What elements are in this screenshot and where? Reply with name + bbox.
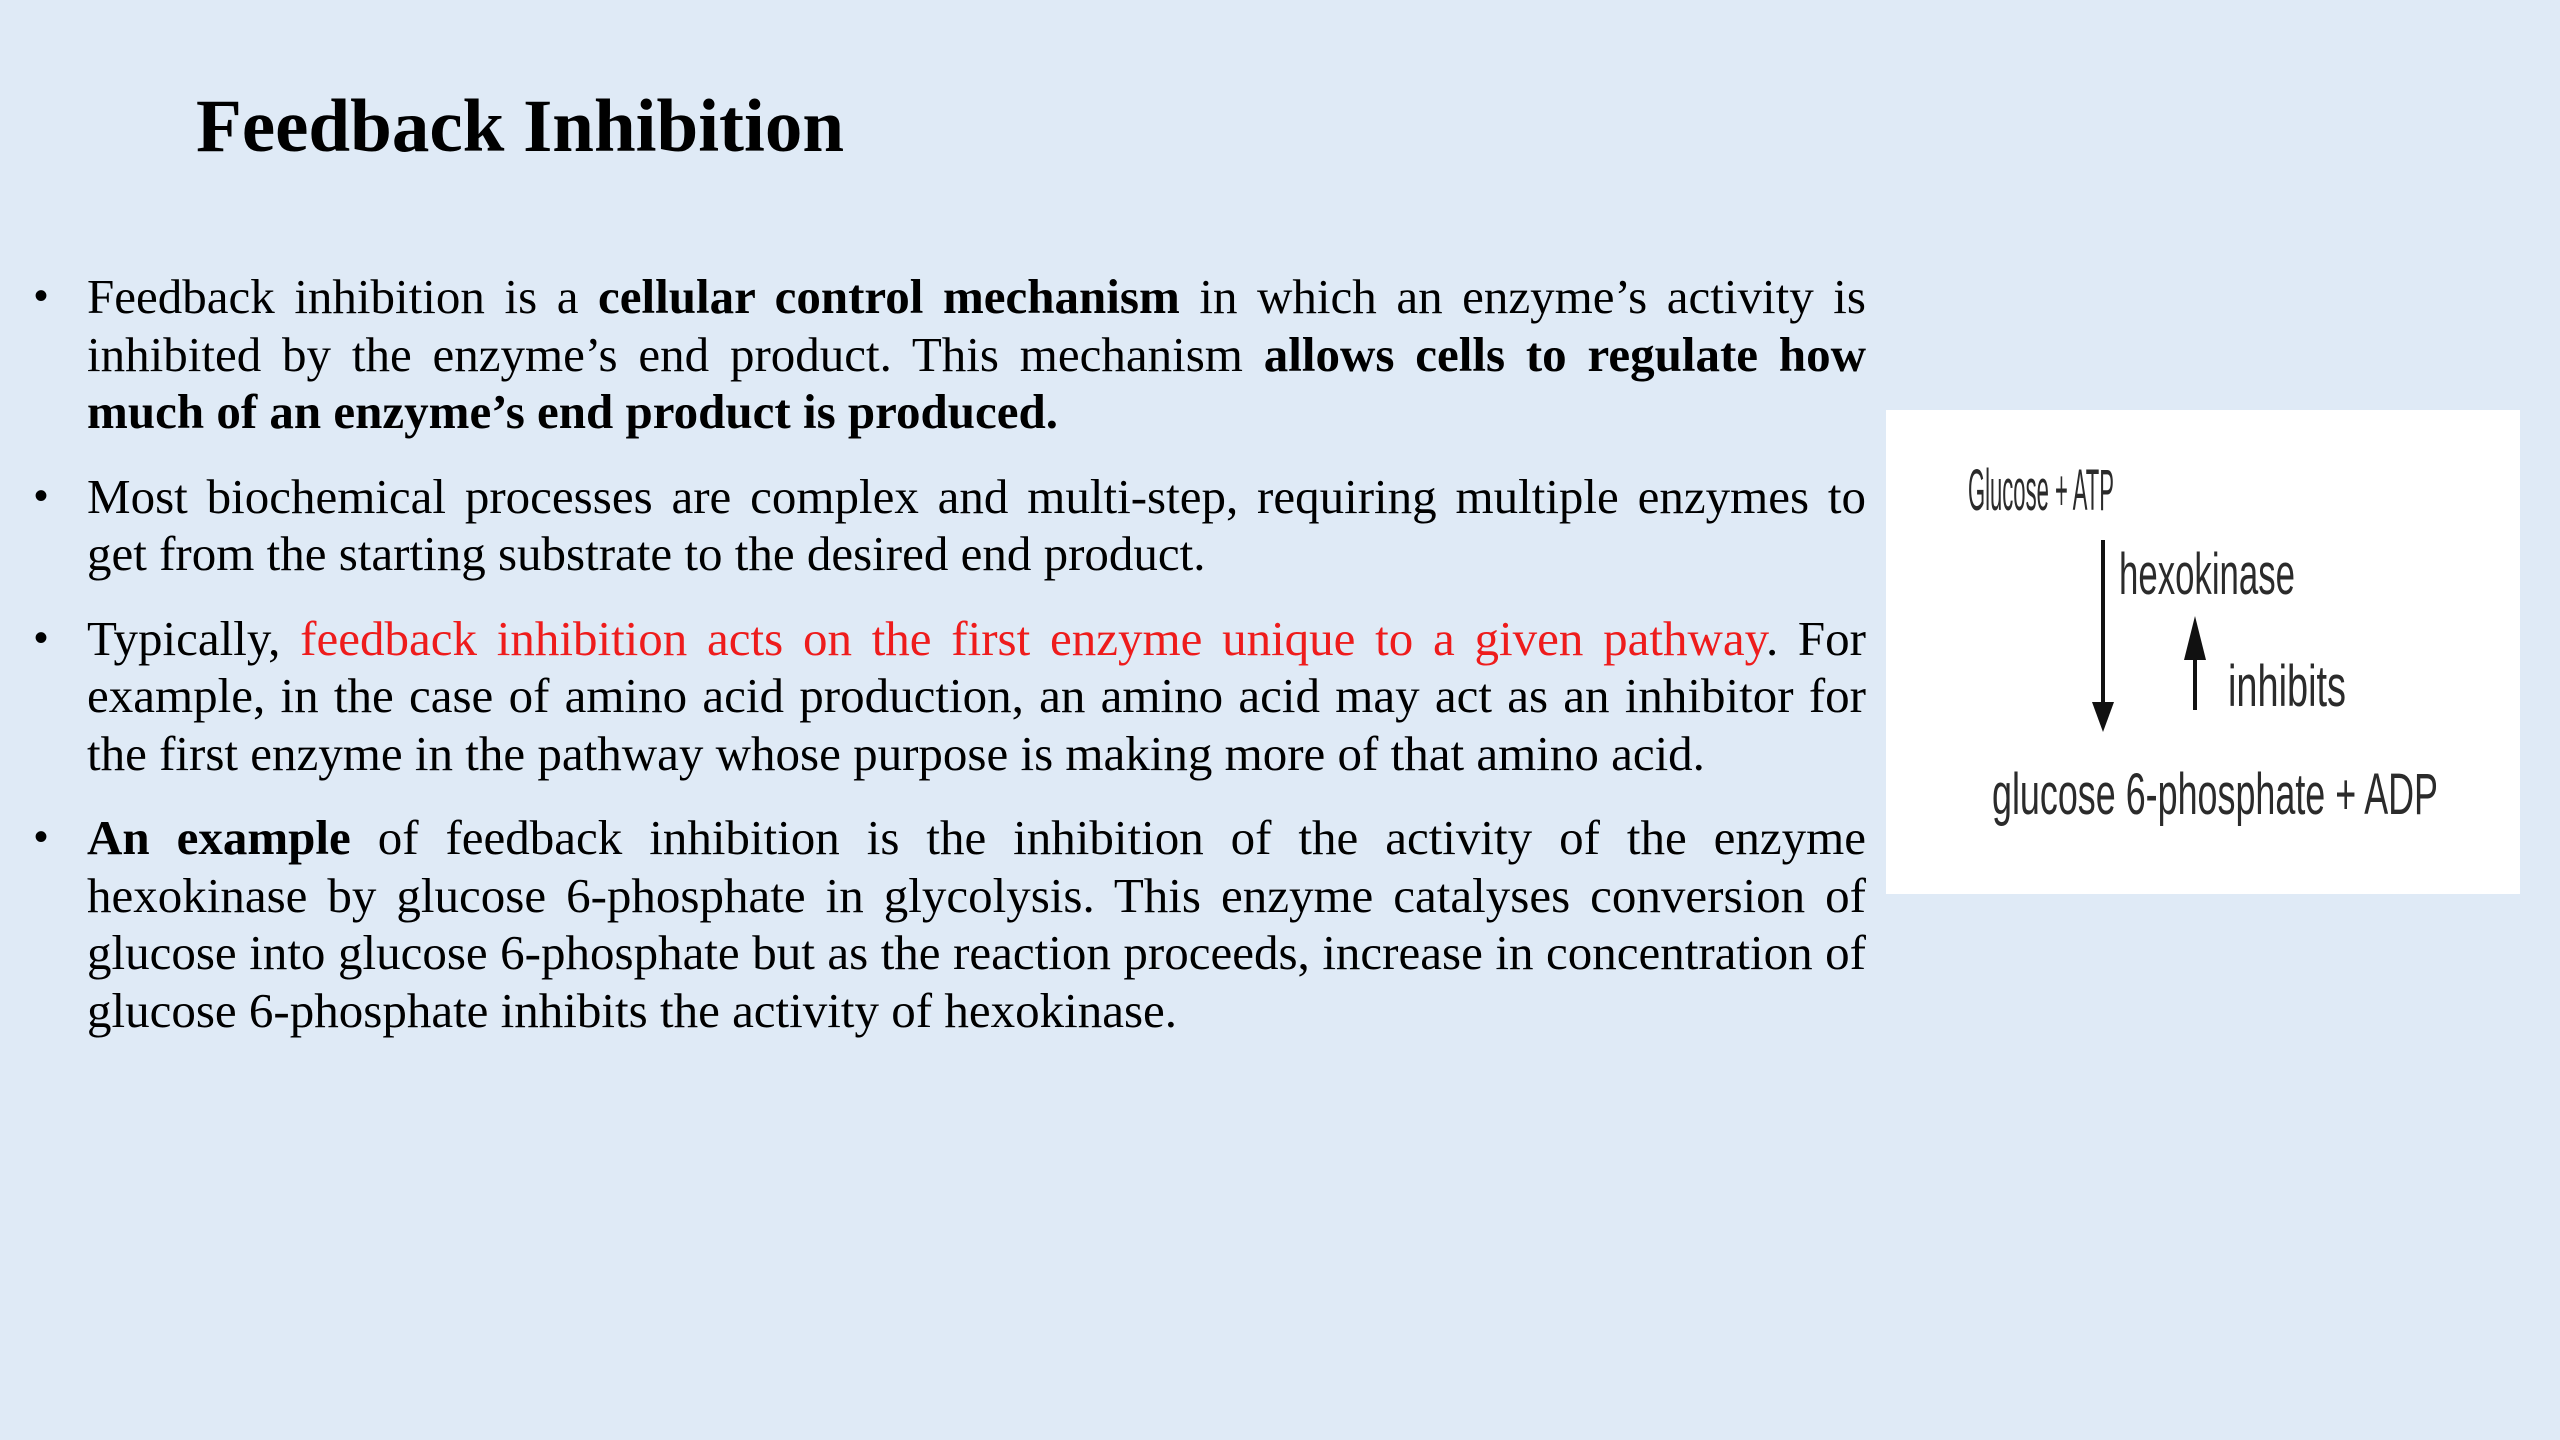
bullet-text-bold: cellular control mechanism [598, 269, 1180, 324]
bullet-text-segment: Most biochemical processes are complex and multi-step, requiring multiple enzymes to get from the starting substrate to the desired end product. [87, 468, 1866, 581]
reaction-arrow-head [2092, 702, 2114, 732]
inhibits-label: inhibits [2228, 654, 2346, 719]
products-label: glucose 6-phosphate + ADP [1992, 762, 2438, 827]
bullet-item-definition [34, 268, 1866, 441]
bullet-text-bold: An example [87, 810, 351, 865]
bullet-item-example [34, 809, 1866, 1039]
bullet-item-multistep [34, 468, 1866, 583]
bullet-text-segment: Feedback inhibition is a [87, 269, 599, 324]
bullet-text-segment: of feedback inhibition is the inhibition of the activity of the enzyme hexokinase by glucose 6-phosphate in glycolysis. This enzyme catalyses conversion of glucose into glucose 6-phosphate but as the reaction proceeds, increase in concentration of glucose 6-phosphate inhibits the activity of hexokinase. [87, 810, 1866, 1038]
bullet-marker: • [34, 815, 49, 859]
hexokinase-diagram [1886, 410, 2520, 894]
bullet-marker: • [34, 615, 49, 660]
bullet-text-segment: Typically, [87, 610, 301, 666]
bullet-text-segment: . For example, in the case of amino acid production, an amino acid may act as an inhibitor for the first enzyme in the pathway whose purpose is making more of that amino acid. [87, 610, 1866, 781]
reactants-label: Glucose + ATP [1968, 458, 2114, 524]
inhibition-arrow-head [2184, 616, 2206, 660]
bullet-text-bold: allows cells to regulate how much of an enzyme’s end product is produced. [87, 326, 1866, 439]
enzyme-label: hexokinase [2119, 542, 2295, 607]
bullet-list [34, 268, 1866, 1066]
bullet-text-segment: in which an enzyme’s activity is inhibited by the enzyme’s end product. This mechanism [87, 269, 1866, 382]
bullet-item-first-enzyme [34, 610, 1866, 783]
slide-title: Feedback Inhibition [196, 85, 845, 168]
reaction-diagram-svg [1886, 410, 2520, 894]
bullet-marker: • [34, 473, 49, 518]
bullet-marker: • [34, 274, 49, 318]
bullet-text-highlight: feedback inhibition acts on the first enzyme unique to a given pathway [300, 610, 1766, 666]
